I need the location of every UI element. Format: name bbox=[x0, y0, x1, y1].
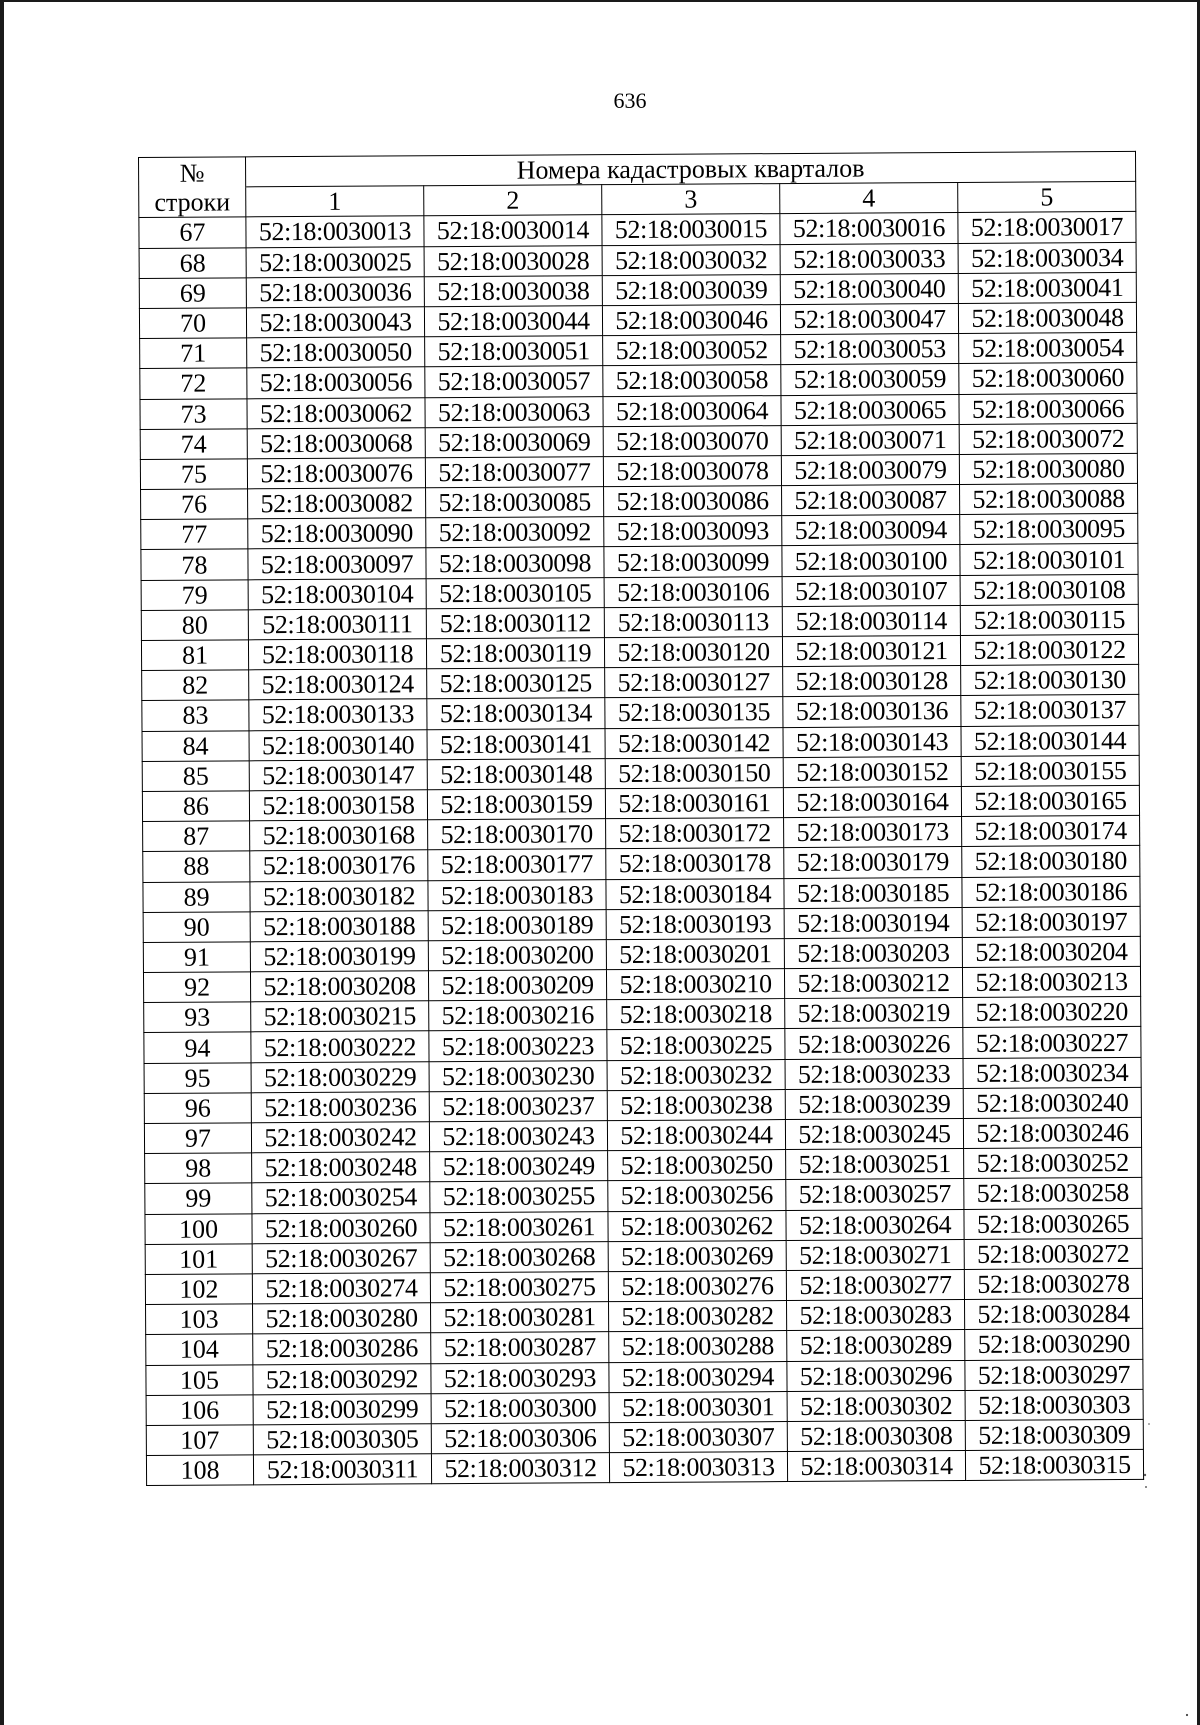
cadastral-number-cell: 52:18:0030237 bbox=[429, 1090, 607, 1121]
cadastral-number-cell: 52:18:0030034 bbox=[958, 242, 1136, 273]
row-number-cell: 105 bbox=[146, 1364, 253, 1395]
scan-border-top bbox=[0, 0, 1200, 2]
cadastral-number-cell: 52:18:0030307 bbox=[609, 1421, 787, 1452]
cadastral-number-cell: 52:18:0030134 bbox=[427, 698, 605, 729]
cadastral-number-cell: 52:18:0030185 bbox=[784, 877, 962, 908]
cadastral-number-cell: 52:18:0030114 bbox=[782, 605, 960, 636]
cadastral-number-cell: 52:18:0030094 bbox=[782, 515, 960, 546]
cadastral-number-cell: 52:18:0030119 bbox=[426, 638, 604, 669]
column-header: 2 bbox=[424, 185, 602, 216]
cadastral-number-cell: 52:18:0030229 bbox=[251, 1061, 429, 1092]
cadastral-number-cell: 52:18:0030040 bbox=[780, 273, 958, 304]
cadastral-number-cell: 52:18:0030099 bbox=[604, 546, 782, 577]
cadastral-number-cell: 52:18:0030215 bbox=[251, 1001, 429, 1032]
row-number-cell: 71 bbox=[140, 338, 247, 369]
cadastral-number-cell: 52:18:0030066 bbox=[959, 393, 1137, 424]
cadastral-number-cell: 52:18:0030077 bbox=[425, 457, 603, 488]
row-number-cell: 96 bbox=[144, 1093, 251, 1124]
row-number-cell: 82 bbox=[142, 670, 249, 701]
cadastral-number-cell: 52:18:0030093 bbox=[604, 516, 782, 547]
cadastral-number-cell: 52:18:0030306 bbox=[431, 1423, 609, 1454]
cadastral-number-cell: 52:18:0030233 bbox=[785, 1058, 963, 1089]
row-number-cell: 101 bbox=[145, 1244, 252, 1275]
cadastral-number-cell: 52:18:0030204 bbox=[962, 936, 1140, 967]
row-number-cell: 91 bbox=[143, 942, 250, 973]
cadastral-number-cell: 52:18:0030080 bbox=[959, 453, 1137, 484]
cadastral-number-cell: 52:18:0030124 bbox=[249, 669, 427, 700]
row-number-cell: 106 bbox=[146, 1395, 253, 1426]
cadastral-number-cell: 52:18:0030240 bbox=[963, 1087, 1141, 1118]
cadastral-number-cell: 52:18:0030017 bbox=[958, 212, 1136, 243]
cadastral-number-cell: 52:18:0030297 bbox=[965, 1359, 1143, 1390]
cadastral-number-cell: 52:18:0030079 bbox=[781, 454, 959, 485]
row-number-cell: 78 bbox=[141, 549, 248, 580]
cadastral-number-cell: 52:18:0030100 bbox=[782, 545, 960, 576]
cadastral-number-cell: 52:18:0030125 bbox=[427, 668, 605, 699]
cadastral-number-cell: 52:18:0030227 bbox=[963, 1027, 1141, 1058]
cadastral-number-cell: 52:18:0030313 bbox=[609, 1452, 787, 1483]
row-number-cell: 83 bbox=[142, 700, 249, 731]
row-number-cell: 103 bbox=[146, 1304, 253, 1335]
cadastral-number-cell: 52:18:0030028 bbox=[424, 245, 602, 276]
cadastral-number-cell: 52:18:0030271 bbox=[786, 1239, 964, 1270]
cadastral-number-cell: 52:18:0030299 bbox=[253, 1393, 431, 1424]
cadastral-number-cell: 52:18:0030130 bbox=[961, 665, 1139, 696]
column-header: 3 bbox=[602, 184, 780, 215]
cadastral-number-cell: 52:18:0030164 bbox=[783, 786, 961, 817]
cadastral-number-cell: 52:18:0030179 bbox=[784, 847, 962, 878]
cadastral-number-cell: 52:18:0030230 bbox=[429, 1060, 607, 1091]
cadastral-number-cell: 52:18:0030170 bbox=[428, 819, 606, 850]
cadastral-number-cell: 52:18:0030158 bbox=[249, 790, 427, 821]
row-number-cell: 89 bbox=[143, 881, 250, 912]
column-header: 4 bbox=[780, 183, 958, 214]
cadastral-number-cell: 52:18:0030065 bbox=[781, 394, 959, 425]
cadastral-number-cell: 52:18:0030268 bbox=[430, 1241, 608, 1272]
row-number-cell: 94 bbox=[144, 1032, 251, 1063]
cadastral-number-cell: 52:18:0030250 bbox=[608, 1150, 786, 1181]
cadastral-number-cell: 52:18:0030078 bbox=[603, 455, 781, 486]
scan-border-left bbox=[0, 0, 4, 1725]
cadastral-number-cell: 52:18:0030015 bbox=[602, 214, 780, 245]
page-number: 636 bbox=[613, 88, 647, 113]
table-row bbox=[146, 1449, 1143, 1485]
cadastral-number-cell: 52:18:0030178 bbox=[606, 848, 784, 879]
row-number-cell: 67 bbox=[139, 217, 246, 248]
cadastral-number-cell: 52:18:0030127 bbox=[605, 667, 783, 698]
row-number-cell: 68 bbox=[139, 247, 246, 278]
row-number-cell: 88 bbox=[143, 851, 250, 882]
cadastral-number-cell: 52:18:0030088 bbox=[960, 483, 1138, 514]
cadastral-number-cell: 52:18:0030038 bbox=[424, 275, 602, 306]
table-body bbox=[139, 212, 1144, 1486]
cadastral-number-cell: 52:18:0030101 bbox=[960, 544, 1138, 575]
cadastral-number-cell: 52:18:0030051 bbox=[425, 336, 603, 367]
row-number-cell: 76 bbox=[141, 489, 248, 520]
cadastral-number-cell: 52:18:0030107 bbox=[782, 575, 960, 606]
row-number-cell: 86 bbox=[142, 791, 249, 822]
cadastral-number-cell: 52:18:0030118 bbox=[248, 639, 426, 670]
cadastral-number-cell: 52:18:0030087 bbox=[782, 485, 960, 516]
cadastral-number-cell: 52:18:0030048 bbox=[958, 302, 1136, 333]
cadastral-number-cell: 52:18:0030016 bbox=[780, 213, 958, 244]
row-number-cell: 108 bbox=[146, 1455, 253, 1486]
cadastral-number-cell: 52:18:0030111 bbox=[248, 609, 426, 640]
cadastral-number-cell: 52:18:0030226 bbox=[785, 1028, 963, 1059]
cadastral-number-cell: 52:18:0030292 bbox=[253, 1363, 431, 1394]
cadastral-number-cell: 52:18:0030183 bbox=[428, 879, 606, 910]
cadastral-number-cell: 52:18:0030152 bbox=[783, 756, 961, 787]
cadastral-number-cell: 52:18:0030203 bbox=[784, 937, 962, 968]
cadastral-number-cell: 52:18:0030047 bbox=[780, 303, 958, 334]
cadastral-number-cell: 52:18:0030251 bbox=[786, 1149, 964, 1180]
cadastral-number-cell: 52:18:0030168 bbox=[250, 820, 428, 851]
cadastral-quarters-table bbox=[138, 151, 1144, 1486]
cadastral-number-cell: 52:18:0030184 bbox=[606, 878, 784, 909]
cadastral-number-cell: 52:18:0030242 bbox=[251, 1122, 429, 1153]
cadastral-number-cell: 52:18:0030281 bbox=[431, 1302, 609, 1333]
cadastral-number-cell: 52:18:0030090 bbox=[248, 518, 426, 549]
cadastral-number-cell: 52:18:0030140 bbox=[249, 729, 427, 760]
cadastral-number-cell: 52:18:0030071 bbox=[781, 424, 959, 455]
cadastral-number-cell: 52:18:0030213 bbox=[962, 966, 1140, 997]
cadastral-number-cell: 52:18:0030098 bbox=[426, 547, 604, 578]
cadastral-number-cell: 52:18:0030141 bbox=[427, 728, 605, 759]
row-number-cell: 81 bbox=[141, 640, 248, 671]
row-number-cell: 107 bbox=[146, 1425, 253, 1456]
cadastral-number-cell: 52:18:0030137 bbox=[961, 695, 1139, 726]
cadastral-number-cell: 52:18:0030303 bbox=[965, 1389, 1143, 1420]
cadastral-number-cell: 52:18:0030194 bbox=[784, 907, 962, 938]
cadastral-number-cell: 52:18:0030282 bbox=[609, 1301, 787, 1332]
cadastral-number-cell: 52:18:0030135 bbox=[605, 697, 783, 728]
cadastral-number-cell: 52:18:0030220 bbox=[963, 997, 1141, 1028]
cadastral-number-cell: 52:18:0030284 bbox=[964, 1299, 1142, 1330]
cadastral-number-cell: 52:18:0030113 bbox=[604, 606, 782, 637]
cadastral-number-cell: 52:18:0030301 bbox=[609, 1391, 787, 1422]
cadastral-number-cell: 52:18:0030046 bbox=[602, 305, 780, 336]
column-header: 1 bbox=[246, 186, 424, 217]
cadastral-number-cell: 52:18:0030032 bbox=[602, 244, 780, 275]
cadastral-number-cell: 52:18:0030182 bbox=[250, 880, 428, 911]
cadastral-number-cell: 52:18:0030092 bbox=[426, 517, 604, 548]
cadastral-number-cell: 52:18:0030063 bbox=[425, 396, 603, 427]
row-number-cell: 69 bbox=[139, 278, 246, 309]
cadastral-number-cell: 52:18:0030180 bbox=[962, 846, 1140, 877]
cadastral-number-cell: 52:18:0030085 bbox=[426, 487, 604, 518]
cadastral-number-cell: 52:18:0030309 bbox=[965, 1419, 1143, 1450]
cadastral-number-cell: 52:18:0030122 bbox=[960, 634, 1138, 665]
cadastral-number-cell: 52:18:0030254 bbox=[252, 1182, 430, 1213]
cadastral-number-cell: 52:18:0030128 bbox=[783, 666, 961, 697]
row-number-header-top: № bbox=[139, 157, 246, 188]
cadastral-number-cell: 52:18:0030095 bbox=[960, 514, 1138, 545]
cadastral-number-cell: 52:18:0030177 bbox=[428, 849, 606, 880]
cadastral-number-cell: 52:18:0030261 bbox=[430, 1211, 608, 1242]
cadastral-number-cell: 52:18:0030265 bbox=[964, 1208, 1142, 1239]
cadastral-number-cell: 52:18:0030033 bbox=[780, 243, 958, 274]
cadastral-number-cell: 52:18:0030147 bbox=[249, 759, 427, 790]
cadastral-number-cell: 52:18:0030070 bbox=[603, 425, 781, 456]
row-number-cell: 80 bbox=[141, 610, 248, 641]
cadastral-number-cell: 52:18:0030161 bbox=[605, 788, 783, 819]
cadastral-number-cell: 52:18:0030293 bbox=[431, 1362, 609, 1393]
cadastral-number-cell: 52:18:0030052 bbox=[603, 335, 781, 366]
cadastral-number-cell: 52:18:0030106 bbox=[604, 576, 782, 607]
cadastral-number-cell: 52:18:0030290 bbox=[965, 1329, 1143, 1360]
cadastral-number-cell: 52:18:0030272 bbox=[964, 1238, 1142, 1269]
row-number-cell: 100 bbox=[145, 1213, 252, 1244]
cadastral-number-cell: 52:18:0030076 bbox=[247, 458, 425, 489]
cadastral-number-cell: 52:18:0030136 bbox=[783, 696, 961, 727]
cadastral-number-cell: 52:18:0030200 bbox=[428, 940, 606, 971]
row-number-cell: 85 bbox=[142, 761, 249, 792]
cadastral-number-cell: 52:18:0030278 bbox=[964, 1268, 1142, 1299]
row-number-cell: 95 bbox=[144, 1062, 251, 1093]
cadastral-number-cell: 52:18:0030064 bbox=[603, 395, 781, 426]
cadastral-number-cell: 52:18:0030245 bbox=[785, 1118, 963, 1149]
cadastral-number-cell: 52:18:0030275 bbox=[430, 1272, 608, 1303]
cadastral-number-cell: 52:18:0030044 bbox=[424, 306, 602, 337]
cadastral-number-cell: 52:18:0030193 bbox=[606, 908, 784, 939]
row-number-cell: 77 bbox=[141, 519, 248, 550]
cadastral-number-cell: 52:18:0030199 bbox=[250, 941, 428, 972]
cadastral-number-cell: 52:18:0030054 bbox=[959, 333, 1137, 364]
cadastral-number-cell: 52:18:0030148 bbox=[427, 758, 605, 789]
row-number-cell: 75 bbox=[140, 459, 247, 490]
cadastral-number-cell: 52:18:0030212 bbox=[784, 968, 962, 999]
cadastral-number-cell: 52:18:0030186 bbox=[962, 876, 1140, 907]
cadastral-number-cell: 52:18:0030255 bbox=[430, 1181, 608, 1212]
cadastral-number-cell: 52:18:0030267 bbox=[252, 1242, 430, 1273]
cadastral-number-cell: 52:18:0030112 bbox=[426, 607, 604, 638]
cadastral-number-cell: 52:18:0030288 bbox=[609, 1331, 787, 1362]
cadastral-number-cell: 52:18:0030197 bbox=[962, 906, 1140, 937]
cadastral-number-cell: 52:18:0030252 bbox=[964, 1148, 1142, 1179]
cadastral-number-cell: 52:18:0030209 bbox=[428, 970, 606, 1001]
cadastral-number-cell: 52:18:0030314 bbox=[787, 1451, 965, 1482]
cadastral-number-cell: 52:18:0030082 bbox=[248, 488, 426, 519]
cadastral-number-cell: 52:18:0030262 bbox=[608, 1210, 786, 1241]
cadastral-number-cell: 52:18:0030246 bbox=[963, 1117, 1141, 1148]
cadastral-number-cell: 52:18:0030133 bbox=[249, 699, 427, 730]
cadastral-number-cell: 52:18:0030249 bbox=[430, 1151, 608, 1182]
cadastral-number-cell: 52:18:0030256 bbox=[608, 1180, 786, 1211]
cadastral-number-cell: 52:18:0030189 bbox=[428, 909, 606, 940]
cadastral-number-cell: 52:18:0030059 bbox=[781, 364, 959, 395]
column-header: 5 bbox=[958, 182, 1136, 213]
cadastral-number-cell: 52:18:0030287 bbox=[431, 1332, 609, 1363]
cadastral-number-cell: 52:18:0030225 bbox=[607, 1029, 785, 1060]
cadastral-number-cell: 52:18:0030257 bbox=[786, 1179, 964, 1210]
cadastral-number-cell: 52:18:0030201 bbox=[606, 938, 784, 969]
cadastral-number-cell: 52:18:0030312 bbox=[431, 1453, 609, 1484]
cadastral-number-cell: 52:18:0030086 bbox=[604, 486, 782, 517]
cadastral-number-cell: 52:18:0030258 bbox=[964, 1178, 1142, 1209]
cadastral-number-cell: 52:18:0030108 bbox=[960, 574, 1138, 605]
cadastral-number-cell: 52:18:0030269 bbox=[608, 1240, 786, 1271]
cadastral-number-cell: 52:18:0030097 bbox=[248, 548, 426, 579]
cadastral-number-cell: 52:18:0030057 bbox=[425, 366, 603, 397]
cadastral-number-cell: 52:18:0030286 bbox=[253, 1333, 431, 1364]
cadastral-number-cell: 52:18:0030155 bbox=[961, 755, 1139, 786]
row-number-cell: 90 bbox=[143, 912, 250, 943]
row-number-cell: 84 bbox=[142, 730, 249, 761]
cadastral-number-cell: 52:18:0030025 bbox=[246, 246, 424, 277]
cadastral-number-cell: 52:18:0030105 bbox=[426, 577, 604, 608]
row-number-header-bottom: строки bbox=[139, 187, 246, 218]
cadastral-number-cell: 52:18:0030062 bbox=[247, 397, 425, 428]
cadastral-number-cell: 52:18:0030174 bbox=[962, 816, 1140, 847]
cadastral-number-cell: 52:18:0030056 bbox=[247, 367, 425, 398]
cadastral-number-cell: 52:18:0030143 bbox=[783, 726, 961, 757]
cadastral-number-cell: 52:18:0030234 bbox=[963, 1057, 1141, 1088]
row-number-cell: 74 bbox=[140, 429, 247, 460]
cadastral-number-cell: 52:18:0030121 bbox=[782, 635, 960, 666]
cadastral-number-cell: 52:18:0030173 bbox=[784, 817, 962, 848]
cadastral-number-cell: 52:18:0030302 bbox=[787, 1390, 965, 1421]
row-number-cell: 99 bbox=[145, 1183, 252, 1214]
cadastral-number-cell: 52:18:0030239 bbox=[785, 1088, 963, 1119]
cadastral-number-cell: 52:18:0030305 bbox=[253, 1424, 431, 1455]
cadastral-number-cell: 52:18:0030069 bbox=[425, 426, 603, 457]
cadastral-number-cell: 52:18:0030219 bbox=[785, 998, 963, 1029]
cadastral-number-cell: 52:18:0030150 bbox=[605, 757, 783, 788]
row-number-cell: 98 bbox=[145, 1153, 252, 1184]
cadastral-number-cell: 52:18:0030260 bbox=[252, 1212, 430, 1243]
cadastral-number-cell: 52:18:0030210 bbox=[606, 969, 784, 1000]
cadastral-number-cell: 52:18:0030300 bbox=[431, 1392, 609, 1423]
group-header-title: Номера кадастровых кварталов bbox=[246, 151, 1136, 187]
cadastral-number-cell: 52:18:0030120 bbox=[604, 637, 782, 668]
row-number-cell: 79 bbox=[141, 579, 248, 610]
cadastral-number-cell: 52:18:0030072 bbox=[959, 423, 1137, 454]
table-header bbox=[139, 151, 1136, 217]
cadastral-number-cell: 52:18:0030277 bbox=[786, 1269, 964, 1300]
cadastral-number-cell: 52:18:0030289 bbox=[787, 1330, 965, 1361]
cadastral-number-cell: 52:18:0030294 bbox=[609, 1361, 787, 1392]
cadastral-number-cell: 52:18:0030276 bbox=[608, 1270, 786, 1301]
row-number-cell: 93 bbox=[144, 1002, 251, 1033]
cadastral-number-cell: 52:18:0030311 bbox=[253, 1454, 431, 1485]
row-number-cell: 97 bbox=[144, 1123, 251, 1154]
cadastral-number-cell: 52:18:0030036 bbox=[246, 277, 424, 308]
cadastral-number-cell: 52:18:0030115 bbox=[960, 604, 1138, 635]
cadastral-number-cell: 52:18:0030014 bbox=[424, 215, 602, 246]
row-number-cell: 73 bbox=[140, 398, 247, 429]
cadastral-number-cell: 52:18:0030244 bbox=[607, 1120, 785, 1151]
cadastral-number-cell: 52:18:0030053 bbox=[781, 334, 959, 365]
cadastral-number-cell: 52:18:0030060 bbox=[959, 363, 1137, 394]
cadastral-number-cell: 52:18:0030216 bbox=[429, 1000, 607, 1031]
cadastral-number-cell: 52:18:0030208 bbox=[250, 971, 428, 1002]
cadastral-number-cell: 52:18:0030172 bbox=[606, 818, 784, 849]
cadastral-number-cell: 52:18:0030043 bbox=[246, 307, 424, 338]
cadastral-number-cell: 52:18:0030238 bbox=[607, 1089, 785, 1120]
cadastral-number-cell: 52:18:0030280 bbox=[253, 1303, 431, 1334]
cadastral-number-cell: 52:18:0030104 bbox=[248, 578, 426, 609]
cadastral-number-cell: 52:18:0030159 bbox=[427, 789, 605, 820]
cadastral-number-cell: 52:18:0030274 bbox=[252, 1273, 430, 1304]
cadastral-number-cell: 52:18:0030222 bbox=[251, 1031, 429, 1062]
cadastral-number-cell: 52:18:0030283 bbox=[786, 1300, 964, 1331]
cadastral-number-cell: 52:18:0030188 bbox=[250, 910, 428, 941]
cadastral-number-cell: 52:18:0030144 bbox=[961, 725, 1139, 756]
row-number-cell: 87 bbox=[143, 821, 250, 852]
cadastral-number-cell: 52:18:0030142 bbox=[605, 727, 783, 758]
cadastral-number-cell: 52:18:0030296 bbox=[787, 1360, 965, 1391]
row-number-cell: 70 bbox=[139, 308, 246, 339]
cadastral-number-cell: 52:18:0030068 bbox=[247, 427, 425, 458]
cadastral-number-cell: 52:18:0030308 bbox=[787, 1420, 965, 1451]
cadastral-number-cell: 52:18:0030013 bbox=[246, 216, 424, 247]
cadastral-number-cell: 52:18:0030243 bbox=[429, 1121, 607, 1152]
cadastral-number-cell: 52:18:0030165 bbox=[961, 785, 1139, 816]
cadastral-number-cell: 52:18:0030039 bbox=[602, 274, 780, 305]
cadastral-number-cell: 52:18:0030236 bbox=[251, 1092, 429, 1123]
cadastral-number-cell: 52:18:0030248 bbox=[252, 1152, 430, 1183]
cadastral-number-cell: 52:18:0030050 bbox=[247, 337, 425, 368]
row-number-cell: 104 bbox=[146, 1334, 253, 1365]
row-number-cell: 92 bbox=[143, 972, 250, 1003]
cadastral-number-cell: 52:18:0030218 bbox=[607, 999, 785, 1030]
cadastral-number-cell: 52:18:0030232 bbox=[607, 1059, 785, 1090]
row-number-cell: 102 bbox=[145, 1274, 252, 1305]
cadastral-number-cell: 52:18:0030223 bbox=[429, 1030, 607, 1061]
cadastral-number-cell: 52:18:0030264 bbox=[786, 1209, 964, 1240]
cadastral-number-cell: 52:18:0030315 bbox=[965, 1449, 1143, 1480]
cadastral-number-cell: 52:18:0030176 bbox=[250, 850, 428, 881]
row-number-cell: 72 bbox=[140, 368, 247, 399]
cadastral-number-cell: 52:18:0030058 bbox=[603, 365, 781, 396]
cadastral-number-cell: 52:18:0030041 bbox=[958, 272, 1136, 303]
